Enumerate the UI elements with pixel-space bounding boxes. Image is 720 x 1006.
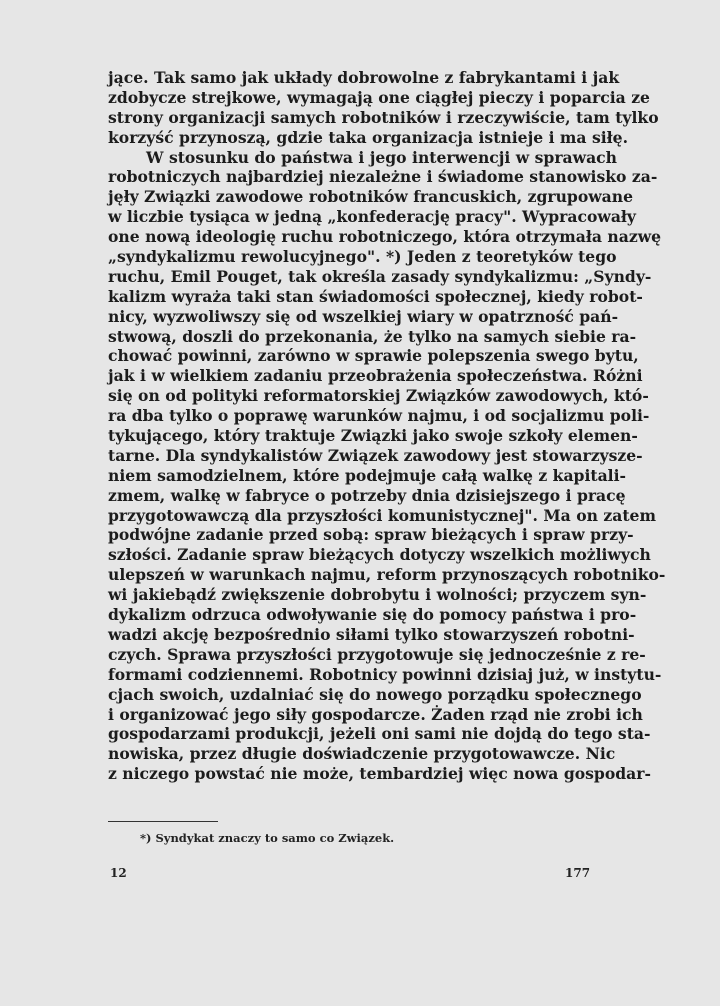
text-line: ra dba tylko o poprawę warunków najmu, i od socjalizmu poli-: [108, 406, 650, 426]
text-line: w liczbie tysiąca w jedną „konfederację pracy". Wypracowały: [108, 207, 636, 227]
text-line: ruchu, Emil Pouget, tak określa zasady syndykalizmu: „Syndy-: [108, 266, 652, 286]
text-line: tykującego, który traktuje Związki jako swoje szkoły elemen-: [108, 426, 638, 446]
text-line: jęły Związki zawodowe robotników francuskich, zgrupowane: [108, 187, 634, 207]
text-line: ulepszeń w warunkach najmu, reform przynoszących robotniko-: [108, 565, 666, 585]
text-line: nicy, wyzwoliwszy się od wszelkiej wiary w opatrzność pań-: [108, 306, 619, 326]
body-text: [108, 68, 666, 784]
text-line: korzyść przynoszą, gdzie taka organizacja istnieje i ma siłę.: [108, 127, 629, 147]
text-line: się on od polityki reformatorskiej Związków zawodowych, któ-: [108, 386, 649, 406]
text-line: niem samodzielnem, które podejmuje całą walkę z kapitali-: [108, 465, 626, 485]
text-line: z niczego powstać nie może, tembardziej więc nowa gospodar-: [108, 764, 651, 784]
text-line: gospodarzami produkcji, jeżeli oni sami nie dojdą do tego sta-: [108, 724, 651, 744]
text-line: jak i w wielkiem zadaniu przeobrażenia społeczeństwa. Różni: [108, 366, 643, 386]
text-line: stwową, doszli do przekonania, że tylko na samych siebie ra-: [108, 326, 637, 346]
text-line: kalizm wyraża taki stan świadomości społecznej, kiedy robot-: [108, 286, 643, 306]
footnote-divider: [108, 821, 218, 822]
text-line: robotniczych najbardziej niezależne i świadome stanowisko za-: [108, 167, 658, 187]
text-line: cjach swoich, uzdalniać się do nowego porządku społecznego: [108, 684, 642, 704]
text-line: one nową ideologię ruchu robotniczego, która otrzymała nazwę: [108, 227, 662, 247]
text-line: „syndykalizmu rewolucyjnego". *) Jeden z teoretyków tego: [108, 247, 617, 267]
text-line: W stosunku do państwa i jego interwencji w sprawach: [146, 147, 618, 167]
text-line: chować powinni, zarówno w sprawie polepszenia swego bytu,: [108, 346, 639, 366]
text-line: strony organizacji samych robotników i rzeczywiście, tam tylko: [108, 107, 659, 127]
text-line: tarne. Dla syndykalistów Związek zawodowy jest stowarzysze-: [108, 445, 643, 465]
footnote: *) Syndykat znaczy to samo co Związek.: [140, 831, 395, 845]
text-line: i organizować jego siły gospodarcze. Żaden rząd nie zrobi ich: [108, 704, 643, 724]
text-line: podwójne zadanie przed sobą: spraw bieżących i spraw przy-: [108, 525, 634, 545]
text-line: szłości. Zadanie spraw bieżących dotyczy wszelkich możliwych: [108, 545, 651, 565]
text-line: jące. Tak samo jak układy dobrowolne z fabrykantami i jak: [108, 68, 620, 87]
text-line: wi jakiebądź zwiększenie dobrobytu i wolności; przyczem syn-: [108, 585, 647, 605]
text-line: czych. Sprawa przyszłości przygotowuje się jednocześnie z re-: [108, 644, 646, 664]
text-line: zmem, walkę w fabryce o potrzeby dnia dzisiejszego i pracę: [108, 485, 626, 505]
text-line: nowiska, przez długie doświadczenie przygotowawcze. Nic: [108, 744, 616, 764]
text-line: formami codziennemi. Robotnicy powinni dzisiaj już, w instytu-: [108, 664, 662, 684]
text-line: wadzi akcję bezpośrednio siłami tylko stowarzyszeń robotni-: [108, 624, 635, 644]
page-number: 177: [565, 866, 591, 880]
signature-mark: 12: [110, 866, 127, 880]
text-line: przygotowawczą dla przyszłości komunistycznej". Ma on zatem: [108, 505, 656, 525]
text-line: dykalizm odrzuca odwoływanie się do pomocy państwa i pro-: [108, 605, 637, 625]
text-line: zdobycze strejkowe, wymagają one ciągłej pieczy i poparcia ze: [108, 87, 650, 107]
